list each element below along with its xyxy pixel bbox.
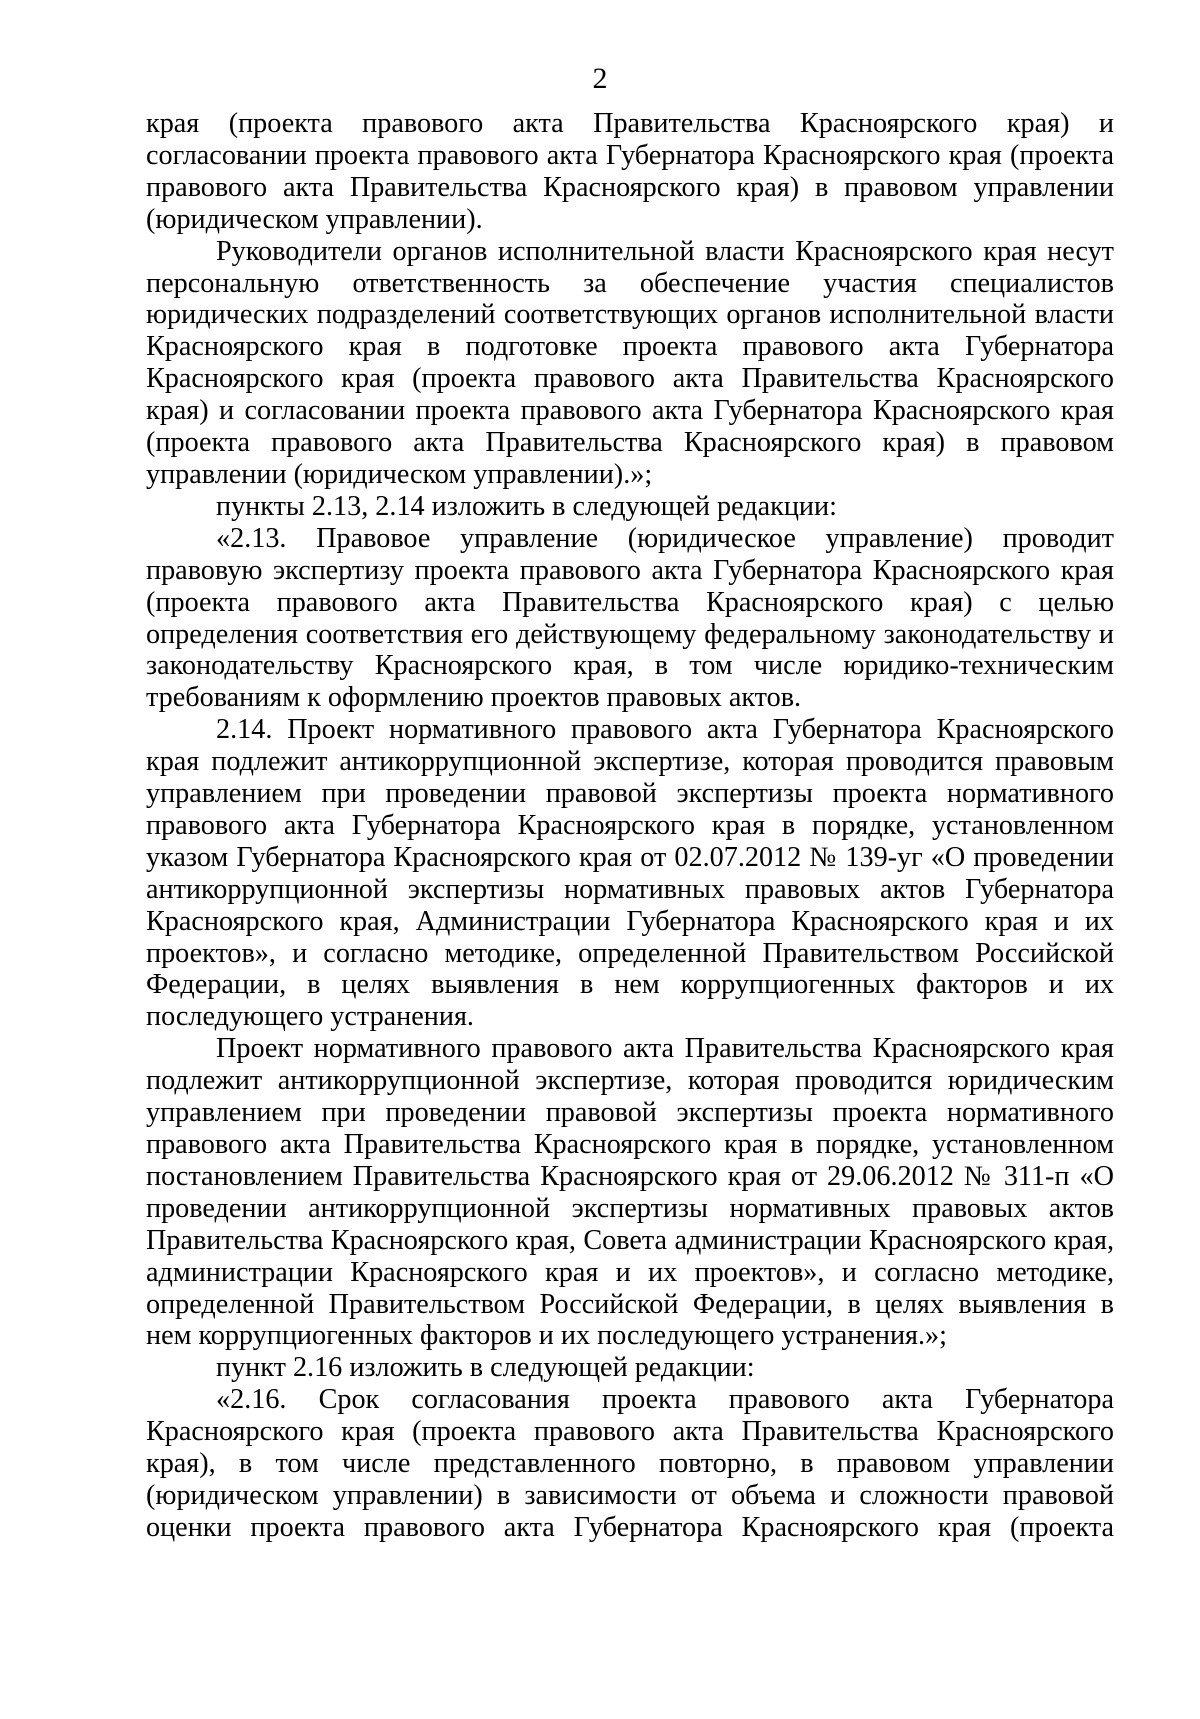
paragraph-amend-2-13-2-14: пункты 2.13, 2.14 изложить в следующей редакции: bbox=[216, 490, 837, 522]
paragraph-amend-2-16: пункт 2.16 изложить в следующей редакции: bbox=[216, 1352, 755, 1384]
paragraph-government-draft-expertise: Проект нормативного правового акта Правительства Красноярского края подлежит антикоррупционной экспертизе, которая проводится юридическим управлением при проведении правовой экспертизы проекта нормативного правового акта Правительства Красноярского края в порядке, установленном постановлением Правительства Красноярского края от 29.06.2012 № 311-п «О проведении антикоррупционной экспертизы нормативных правовых актов Правительства Красноярского края, Совета администрации Красноярского края, администрации Красноярского края и их проектов», и согласно методике, определенной Правительством Российской Федерации, в целях выявления в нем коррупциогенных факторов и их последующего устранения.»; bbox=[146, 1033, 1114, 1352]
paragraph-continuation: края (проекта правового акта Правительства Красноярского края) и согласовании проекта правового акта Губернатора Красноярского края (проекта правового акта Правительства Красноярского края) в правовом управлении (юридическом управлении). bbox=[146, 108, 1114, 235]
paragraph-heads-responsibility: Руководители органов исполнительной власти Красноярского края несут персональную ответственность за обеспечение участия специалистов юридических подразделений соответствующих органов исполнительной власти Красноярского края в подготовке проекта правового акта Губернатора Красноярского края (проекта правового акта Правительства Красноярского края) и согласовании проекта правового акта Губернатора Красноярского края (проекта правового акта Правительства Красноярского края) в правовом управлении (юридическом управлении).»; bbox=[146, 235, 1114, 490]
paragraph-clause-2-16: «2.16. Срок согласования проекта правового акта Губернатора Красноярского края (проекта правового акта Правительства Красноярского края), в том числе представленного повторно, в правовом управлении (юридическом управлении) в зависимости от объема и сложности правовой оценки проекта правового акта Губернатора Красноярского края (проекта bbox=[146, 1384, 1114, 1543]
paragraph-clause-2-14: 2.14. Проект нормативного правового акта Губернатора Красноярского края подлежит антикоррупционной экспертизе, которая проводится правовым управлением при проведении правовой экспертизы проекта нормативного правового акта Губернатора Красноярского края в порядке, установленном указом Губернатора Красноярского края от 02.07.2012 № 139-уг «О проведении антикоррупционной экспертизы нормативных правовых актов Губернатора Красноярского края, Администрации Губернатора Красноярского края и их проектов», и согласно методике, определенной Правительством Российской Федерации, в целях выявления в нем коррупциогенных факторов и их последующего устранения. bbox=[146, 714, 1114, 1033]
page-number: 2 bbox=[592, 62, 608, 95]
paragraph-clause-2-13: «2.13. Правовое управление (юридическое управление) проводит правовую экспертизу проекта правового акта Губернатора Красноярского края (проекта правового акта Правительства Красноярского края) с целью определения соответствия его действующему федеральному законодательству и законодательству Красноярского края, в том числе юридико-техническим требованиям к оформлению проектов правовых актов. bbox=[146, 522, 1114, 714]
document-body bbox=[146, 108, 1114, 1544]
